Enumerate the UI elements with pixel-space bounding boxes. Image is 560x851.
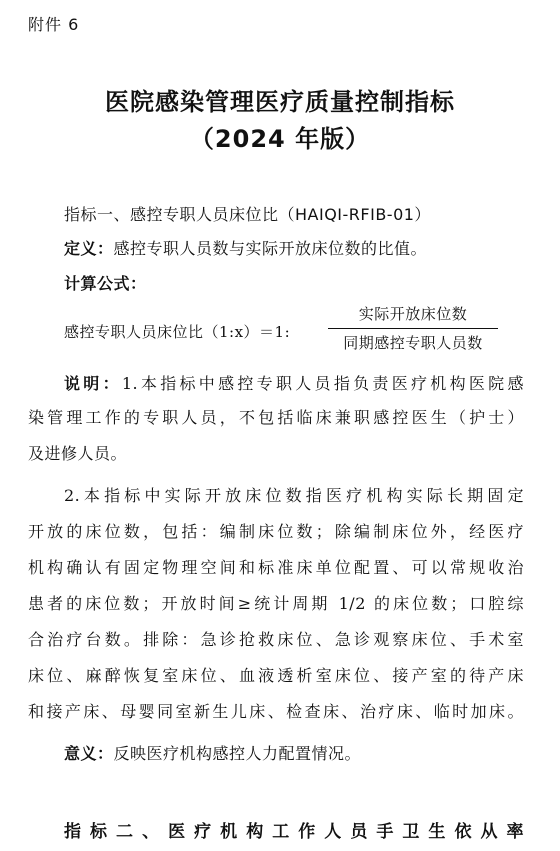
note2-line5: 合治疗台数。排除：急诊抢救床位、急诊观察床位、手术室 [28, 630, 524, 649]
definition-line [64, 236, 427, 259]
note2-line3: 机构确认有固定物理空间和标准床单位配置、可以常规收治 [28, 558, 524, 577]
note1-text-1: 1.本指标中感控专职人员指负责医疗机构医院感 [121, 374, 524, 393]
formula-label: 计算公式： [64, 274, 147, 293]
note2-line1: 2.本指标中实际开放床位数指医疗机构实际长期固定 [64, 486, 524, 505]
document-title: 医院感染管理医疗质量控制指标 [105, 88, 455, 116]
formula-left: 感控专职人员床位比（1:x）＝1: [64, 323, 291, 341]
indicator2-heading: 指标二、医疗机构工作人员手卫生依从率 [64, 822, 524, 842]
note2-line7: 和接产床、母婴同室新生儿床、检查床、治疗床、临时加床。 [28, 702, 524, 721]
note2-line6: 床位、麻醉恢复室床位、血液透析室床位、接产室的待产床 [28, 666, 524, 685]
indicator1-heading: 指标一、感控专职人员床位比（HAIQI-RFIB-01） [64, 205, 431, 224]
definition-label: 定义： [64, 239, 114, 258]
formula-denominator: 同期感控专职人员数 [343, 334, 483, 352]
document-edition: （2024 年版） [189, 125, 371, 153]
formula-fraction [328, 304, 498, 353]
note-label: 说明： [64, 374, 122, 393]
significance-text: 反映医疗机构感控人力配置情况。 [113, 744, 362, 763]
attachment-label: 附件 6 [28, 15, 80, 34]
note2-line4: 患者的床位数；开放时间≥统计周期 1/2 的床位数；口腔综 [28, 594, 524, 613]
fraction-bar [328, 328, 498, 329]
formula-numerator: 实际开放床位数 [358, 305, 468, 323]
note2-line2: 开放的床位数，包括：编制床位数；除编制床位外，经医疗 [28, 522, 524, 541]
significance-line [64, 741, 361, 764]
note1-line3: 及进修人员。 [28, 444, 128, 463]
definition-text: 感控专职人员数与实际开放床位数的比值。 [113, 239, 428, 258]
note1-line2: 染管理工作的专职人员，不包括临床兼职感控医生（护士） [28, 408, 524, 427]
significance-label: 意义： [64, 744, 114, 763]
note1-line1 [64, 371, 524, 394]
